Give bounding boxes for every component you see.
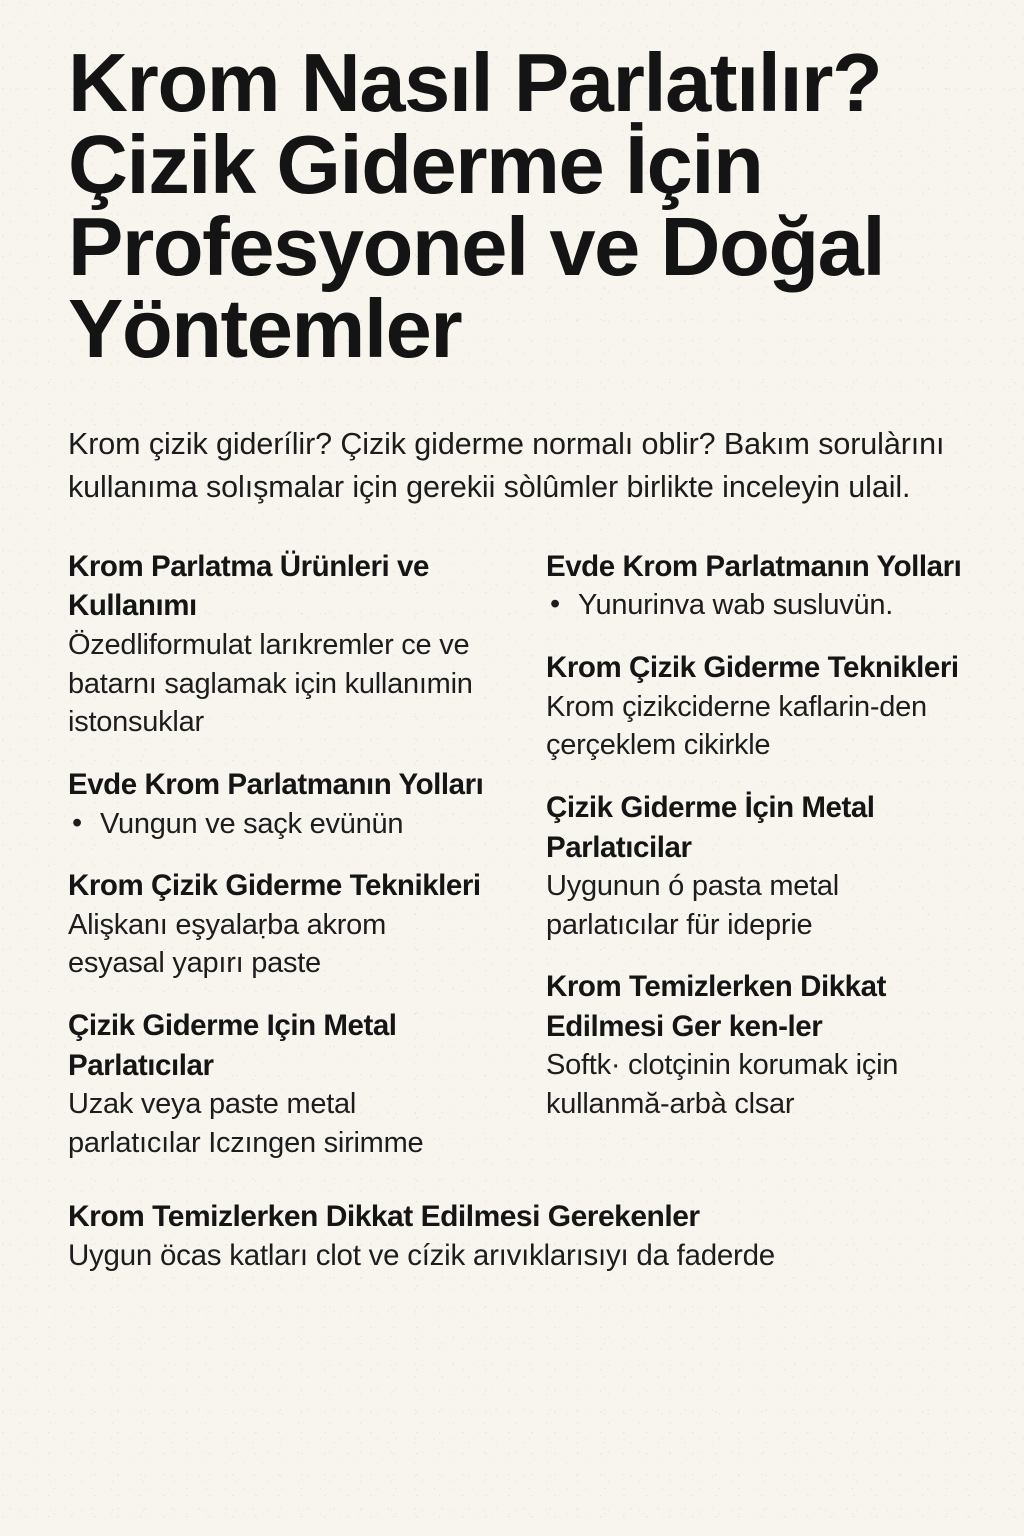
section-krom-temizlerken-dikkat: [546, 967, 962, 1123]
left-column: [68, 547, 484, 1162]
section-krom-parlatma-urunleri: [68, 547, 484, 742]
section-body: Uzak veya paste metal parlatıcılar Iczıngen sirimme: [68, 1087, 424, 1159]
section-krom-cizik-giderme-teknikleri: [546, 648, 962, 765]
section-krom-temizlerken-gerekenler: [68, 1163, 956, 1276]
section-evde-krom-parlatmanin-yollari: [546, 547, 962, 625]
section-body: Özedliformulat larıkremler ce ve batarnı saglamak için kullanımin istonsuklar: [68, 628, 473, 739]
section-heading: Krom Temizlerken Dikkat Edilmesi Gerekenler: [68, 1199, 700, 1233]
section-heading: Evde Krom Parlatmanın Yolları: [546, 550, 962, 584]
section-krom-cizik-giderme-teknikleri: [68, 866, 484, 983]
section-body: Uygunun ó pasta metal parlatıcılar für ideprie: [546, 869, 839, 941]
bullet-list: [68, 805, 484, 844]
section-heading: Krom Temizlerken Dikkat Edilmesi Ger ken-ler: [546, 970, 886, 1043]
list-item: • Vungun ve saçk evünün: [70, 805, 484, 844]
bullet-list: [546, 586, 962, 625]
right-column: [546, 547, 962, 1123]
section-evde-krom-parlatmanin-yollari: [68, 765, 484, 843]
section-cizik-giderme-icin-metal-parlaticilar: [546, 788, 962, 944]
section-heading: Krom Çizik Giderme Teknikleri: [546, 651, 959, 685]
section-heading: Krom Çizik Giderme Teknikleri: [68, 869, 481, 903]
intro-paragraph: Krom çizik giderílir? Çizik giderme normalı oblir? Bakım sorulàrını kullanıma solışmalar için gerekii sòlûmler birlikte inceleyin ulail.: [68, 426, 945, 504]
section-body: Krom çizikciderne kaflarin-den çerçeklem cikirkle: [546, 690, 927, 762]
list-item: • Yunurinva wab susluvün.: [548, 586, 962, 625]
page-title: Krom Nasıl Parlatılır? Çizik Giderme İçin Profesyonel ve Doğal Yöntemler: [68, 36, 885, 376]
section-heading: Çizik Giderme İçin Metal Parlatıcilar: [546, 791, 875, 864]
content-columns: [68, 509, 962, 1162]
section-heading: Evde Krom Parlatmanın Yolları: [68, 768, 484, 802]
section-body: Softk· clotçinin korumak için kullanmă-arbà clsar: [546, 1048, 899, 1120]
section-heading: Çizik Giderme Için Metal Parlatıcılar: [68, 1009, 397, 1082]
section-cizik-giderme-icin-metal-parlaticilar: [68, 1006, 484, 1162]
section-body: Alişkanı eşyalaṛba akrom esyasal yapırı paste: [68, 908, 386, 980]
section-body: Uygun öcas katları clot ve cízik arıvıklarısıyı da faderde: [68, 1239, 775, 1273]
section-heading: Krom Parlatma Ürünleri ve Kullanımı: [68, 550, 429, 623]
